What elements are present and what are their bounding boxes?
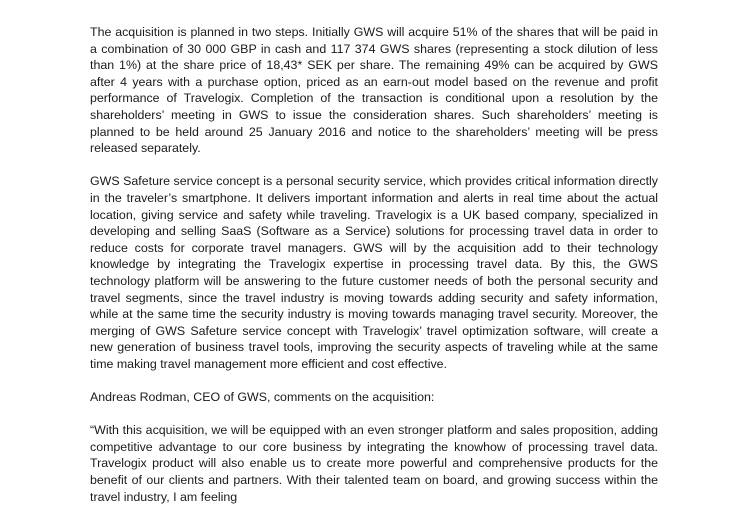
document-body bbox=[90, 24, 658, 505]
paragraph-acquisition-steps: The acquisition is planned in two steps. Initially GWS will acquire 51% of the shares that will be paid in a combination of 30 000 GBP in cash and 117 374 GWS shares (representing a stock dilution of less than 1%) at the share price of 18,43* SEK per share. The remaining 49% can be acquired by GWS after 4 years with a purchase option, priced as an earn-out model based on the revenue and profit performance of Travelogix. Completion of the transaction is conditional upon a resolution by the shareholders’ meeting in GWS to issue the consideration shares. Such shareholders’ meeting is planned to be held around 25 January 2016 and notice to the shareholders’ meeting will be press released separately. bbox=[90, 25, 658, 156]
paragraph-service-concept: GWS Safeture service concept is a personal security service, which provides critical information directly in the traveler’s smartphone. It delivers important information and alerts in real time about the actual location, giving service and safety while traveling. Travelogix is a UK based company, specialized in developing and selling SaaS (Software as a Service) solutions for processing travel data in order to reduce costs for corporate travel managers. GWS will by the acquisition add to their technology knowledge by integrating the Travelogix expertise in processing travel data. By this, the GWS technology platform will be answering to the future customer needs of both the personal security and travel segments, since the travel industry is moving towards adding security and safety information, while at the same time the security industry is moving towards managing travel security. Moreover, the merging of GWS Safeture service concept with Travelogix’ travel optimization software, will create a new generation of business travel tools, improving the security aspects of traveling while at the same time making travel management more efficient and cost effective. bbox=[90, 174, 658, 371]
paragraph-spacer bbox=[90, 372, 658, 389]
paragraph-ceo-intro: Andreas Rodman, CEO of GWS, comments on the acquisition: bbox=[90, 390, 435, 405]
paragraph-ceo-quote: “With this acquisition, we will be equipped with an even stronger platform and sales proposition, adding competitive advantage to our core business by integrating the knowhow of processing travel data. Travelogix product will also enable us to create more powerful and comprehensive products for the benefit of our clients and partners. With their talented team on board, and growing success within the travel industry, I am feeling bbox=[90, 423, 658, 504]
paragraph-spacer bbox=[90, 406, 658, 423]
paragraph-spacer bbox=[90, 157, 658, 174]
